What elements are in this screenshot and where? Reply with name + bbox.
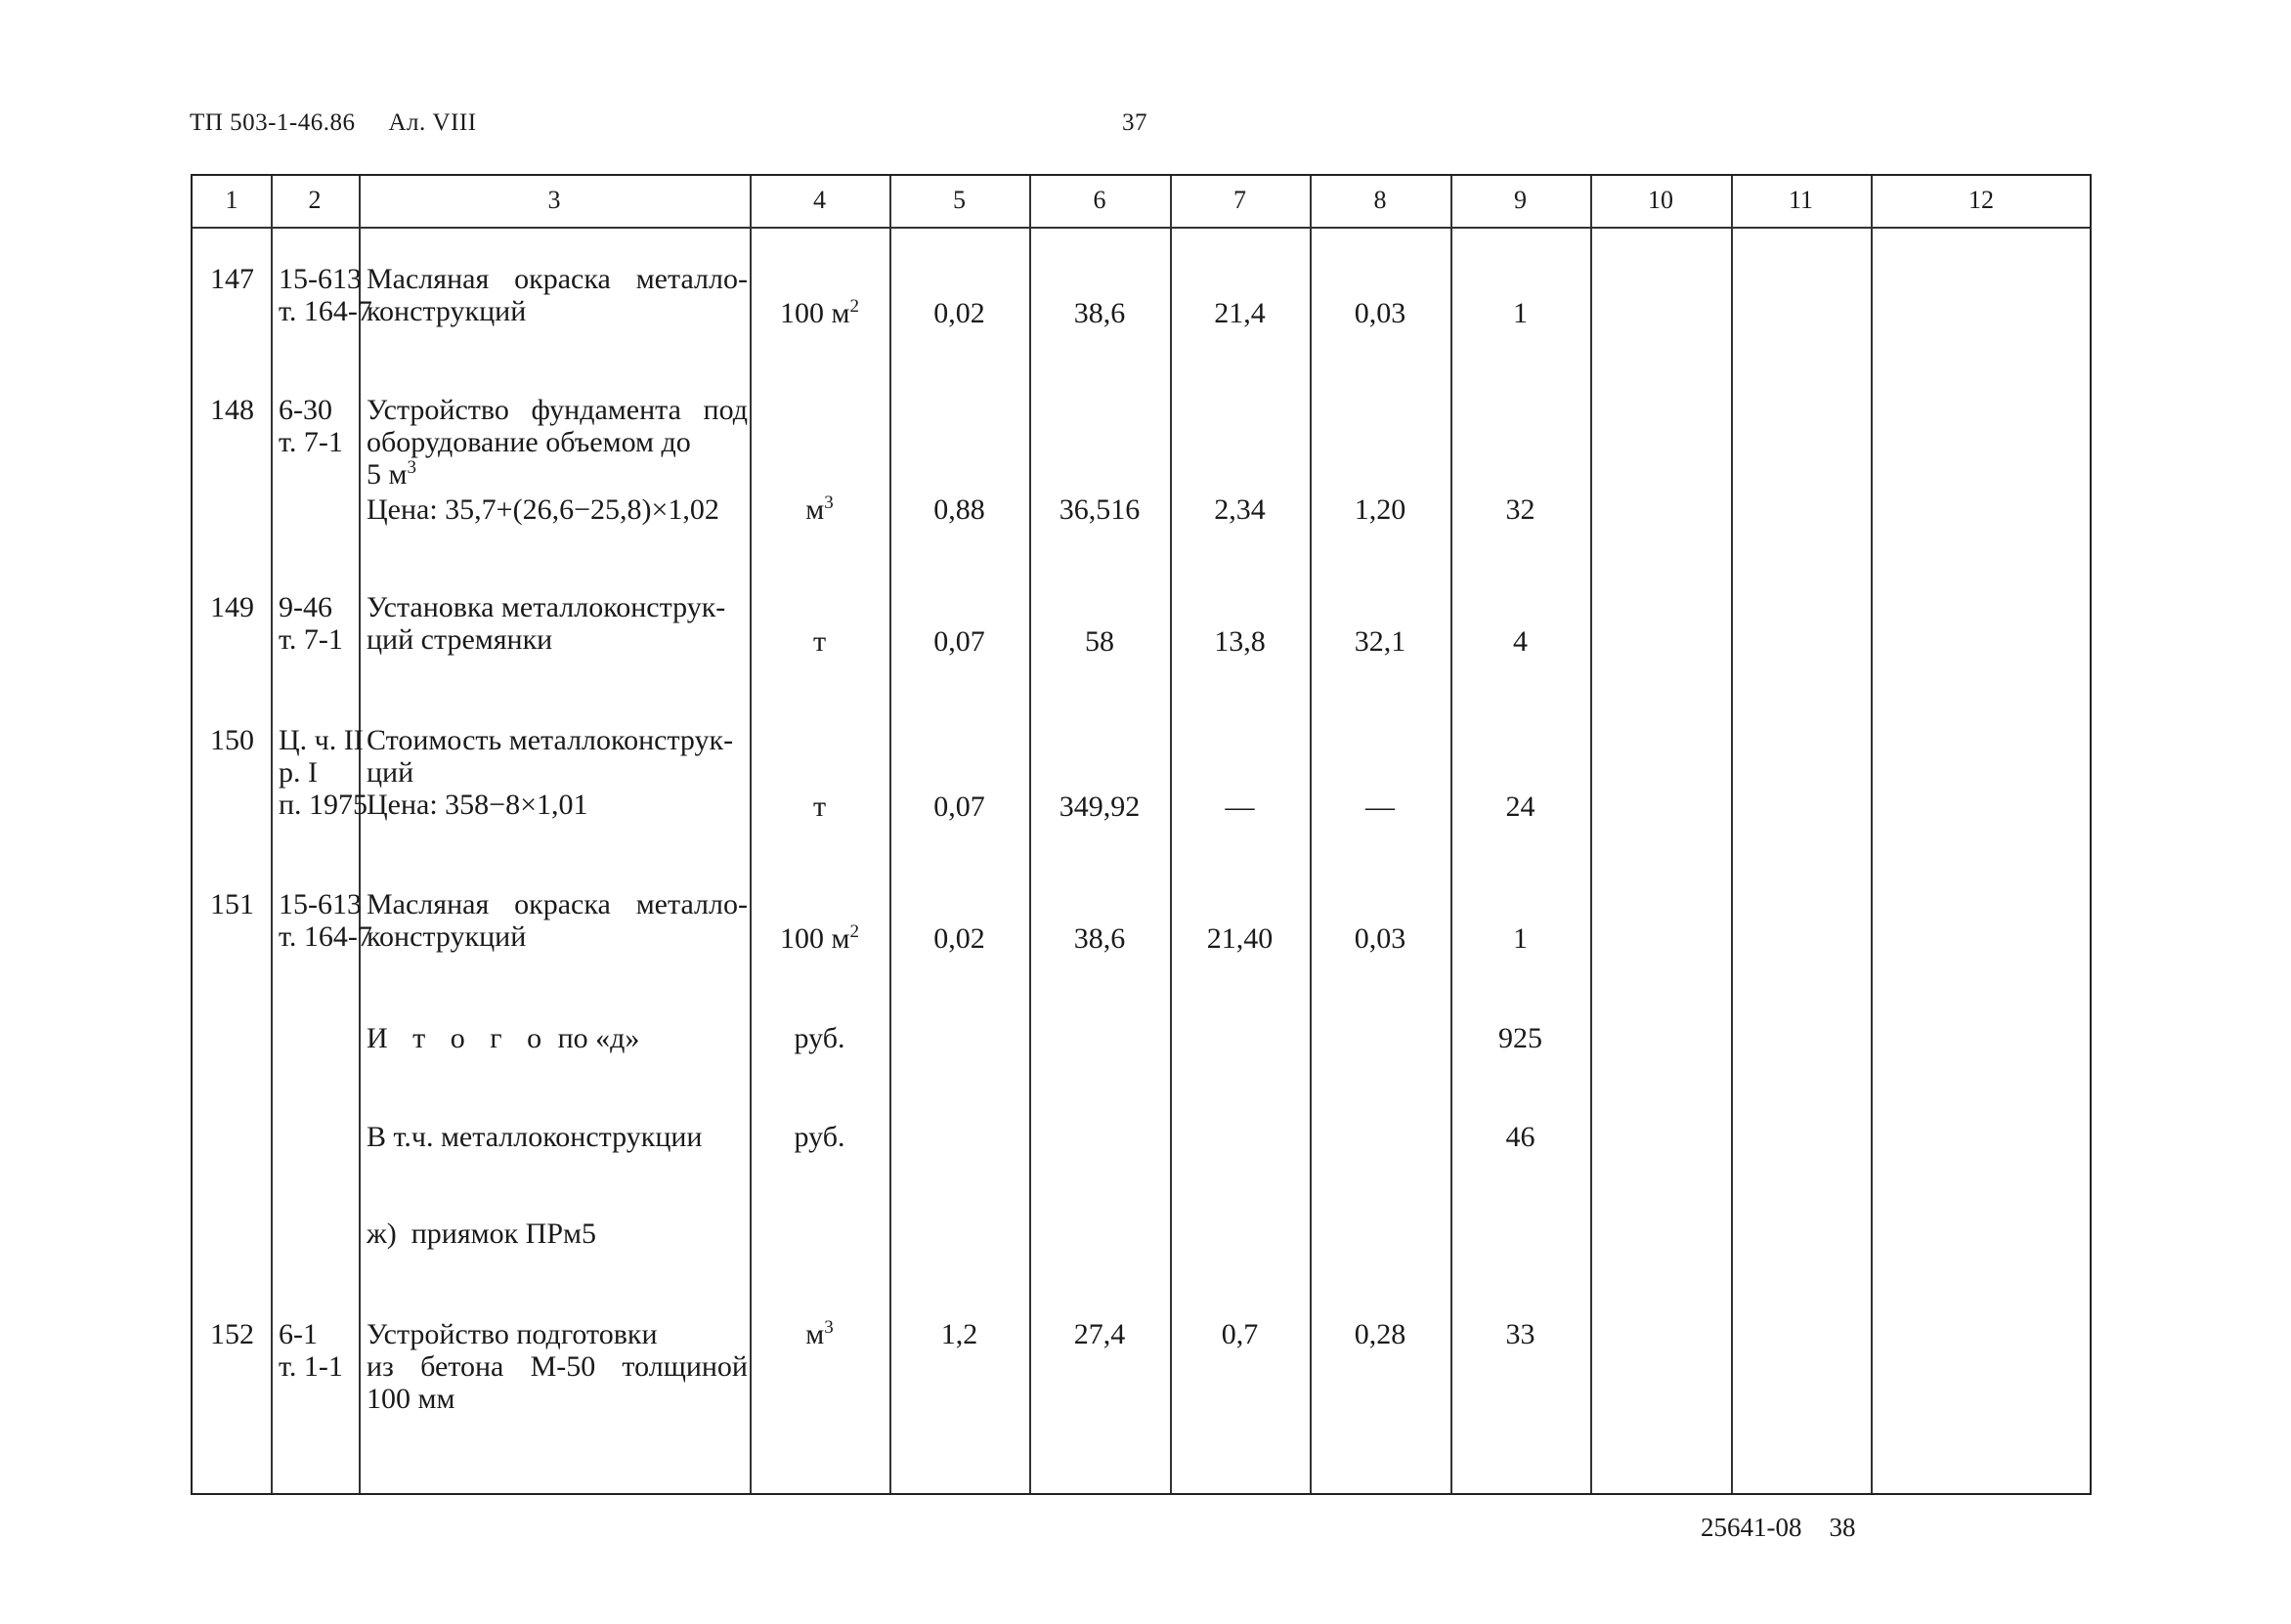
work-description: Масляная окраска металло- [367,263,748,295]
col-divider [1450,176,1452,1493]
unit-cost: 38,6 [1073,297,1126,329]
unit [750,1318,889,1350]
norm-table-ref: т. 7-1 [279,426,343,458]
quantity: 0,02 [933,922,985,955]
unit [750,922,889,955]
col-divider [1029,176,1031,1493]
unit: руб. [794,1121,845,1153]
col-divider [1170,176,1172,1493]
total-cost: 925 [1498,1022,1542,1054]
machine-cost: 1,20 [1354,493,1406,526]
total-label-suffix: по «д» [557,1022,640,1054]
work-description-cont: ций стремянки [367,623,553,656]
doc-code: ТП 503-1-46.86 [190,109,356,136]
unit: руб. [794,1022,845,1054]
col-number: 2 [308,186,322,214]
quantity: 0,07 [933,625,985,658]
quantity: 0,07 [933,791,985,823]
work-description: Установка металлоконструк- [367,591,726,623]
unit-text: 100 м [780,297,850,329]
unit-text: 100 м [780,922,850,955]
total-cost: 4 [1513,625,1528,658]
unit-cost: 349,92 [1059,791,1141,823]
col-number: 7 [1233,186,1246,214]
unit-cost: 27,4 [1073,1318,1126,1350]
work-description-cont: оборудование объемом до [367,426,691,458]
col-divider [1871,176,1873,1493]
machine-cost: 0,03 [1354,297,1406,329]
work-description: Устройство подготовки [367,1318,658,1350]
unit-cost: 36,516 [1059,493,1141,526]
total-cost: 1 [1513,922,1528,955]
machine-cost: 32,1 [1354,625,1406,658]
price-catalog-section: р. I [279,756,318,789]
price-catalog-part: Ц. ч. II [279,724,364,756]
album-label: Ал. VIII [388,109,477,136]
unit: т [812,625,827,658]
unit-exponent: 2 [849,921,859,942]
work-description: Масляная окраска металло- [367,888,748,920]
header-divider [193,227,2090,229]
col-number: 6 [1093,186,1106,214]
unit-exponent: 2 [849,296,859,317]
machine-cost: 0,28 [1354,1318,1406,1350]
norm-code: 15-613 [279,263,362,295]
col-divider [1590,176,1592,1493]
work-description: Устройство фундамента под [367,394,748,426]
work-description-volume [367,458,416,491]
row-number: 152 [210,1318,254,1350]
work-description-cont: ций [367,756,414,789]
machine-cost: 0,03 [1354,922,1406,955]
page-number: 37 [1122,109,1147,136]
col-number: 5 [953,186,966,214]
col-number: 12 [1968,186,1994,214]
volume-exponent: 3 [407,457,416,478]
work-description: Стоимость металлоконструк- [367,724,734,756]
quantity: 0,88 [933,493,985,526]
footer-sheet-number: 38 [1829,1513,1856,1542]
total-label-word: И т о г о [367,1022,551,1054]
norm-code: 6-30 [279,394,332,426]
col-divider [1310,176,1312,1493]
col-divider [271,176,273,1493]
col-number: 11 [1788,186,1814,214]
document-header [190,109,477,137]
norm-table-ref: т. 164-7 [279,295,372,327]
norm-table-ref: т. 1-1 [279,1350,343,1383]
unit-text: м [805,1318,825,1350]
volume-text: 5 м [367,458,408,491]
quantity: 0,02 [933,297,985,329]
wage-cost: 21,4 [1214,297,1266,329]
machine-cost: — [1365,791,1395,823]
total-cost: 33 [1505,1318,1535,1350]
total-cost: 1 [1513,297,1528,329]
wage-cost: 13,8 [1214,625,1266,658]
col-divider [1731,176,1733,1493]
unit-cost: 58 [1085,625,1114,658]
total-label [367,1022,639,1054]
work-description-cont: конструкций [367,295,527,327]
col-number: 3 [547,186,561,214]
price-catalog-item: п. 1975 [279,789,368,821]
total-cost: 32 [1505,493,1535,526]
work-description-thickness: 100 мм [367,1383,455,1415]
price-formula: Цена: 358−8×1,01 [367,789,588,821]
col-number: 4 [813,186,826,214]
footer-doc-id: 25641-08 [1701,1513,1802,1542]
unit-exponent: 3 [824,1317,834,1338]
wage-cost: 2,34 [1214,493,1266,526]
total-cost: 24 [1505,791,1535,823]
col-number: 1 [225,186,238,214]
estimate-table [191,174,2092,1495]
wage-cost: — [1225,791,1255,823]
norm-code: 9-46 [279,591,332,623]
norm-code: 15-613 [279,888,362,920]
work-description-cont: конструкций [367,920,527,953]
row-number: 149 [210,591,254,623]
row-number: 151 [210,888,254,920]
row-number: 150 [210,724,254,756]
col-divider [750,176,752,1493]
work-description-cont: из бетона М-50 толщиной [367,1350,748,1383]
row-number: 148 [210,394,254,426]
section-heading: ж) приямок ПРм5 [367,1218,597,1250]
col-divider [359,176,361,1493]
col-number: 10 [1648,186,1673,214]
col-number: 8 [1373,186,1387,214]
unit-text: м [805,493,825,526]
norm-table-ref: т. 164-7 [279,920,372,953]
norm-code: 6-1 [279,1318,318,1350]
total-cost: 46 [1505,1121,1535,1153]
norm-table-ref: т. 7-1 [279,623,343,656]
unit-cost: 38,6 [1073,922,1126,955]
unit [750,297,889,329]
wage-cost: 0,7 [1221,1318,1259,1350]
price-formula: Цена: 35,7+(26,6−25,8)×1,02 [367,493,719,526]
document-footer [1701,1513,1856,1543]
quantity: 1,2 [940,1318,978,1350]
wage-cost: 21,40 [1206,922,1274,955]
unit: т [812,791,827,823]
col-divider [889,176,891,1493]
unit [750,493,889,526]
row-number: 147 [210,263,254,295]
col-number: 9 [1514,186,1527,214]
including-label: В т.ч. металлоконструкции [367,1121,703,1153]
unit-exponent: 3 [824,492,834,513]
